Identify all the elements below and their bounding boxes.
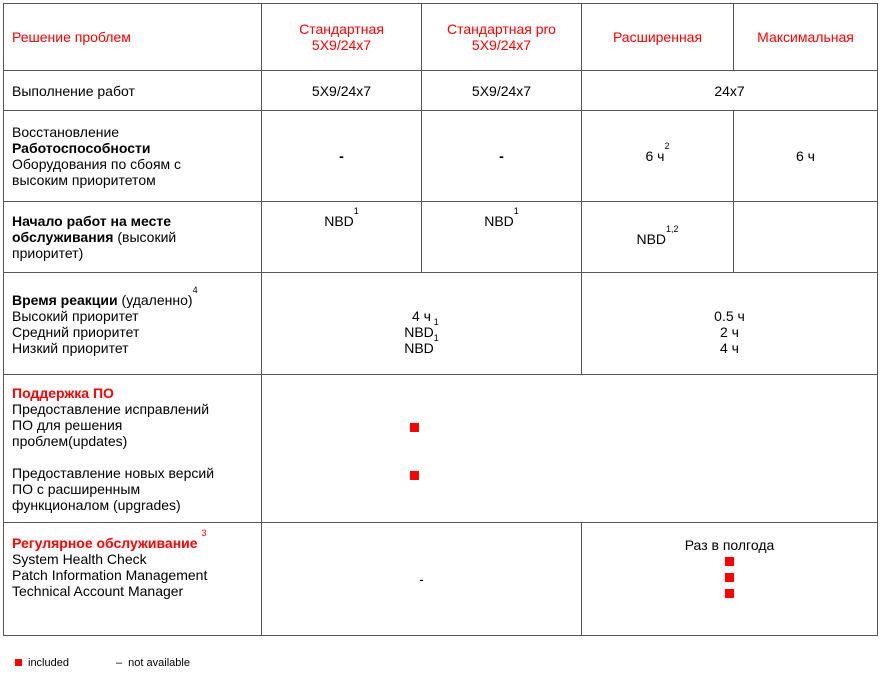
response-standard [262, 273, 582, 375]
row-regular [4, 523, 878, 636]
header-maximum: Максимальная [734, 4, 878, 71]
regular-footnote: 3 [201, 528, 207, 538]
onsite-extended-footnote: 1,2 [666, 224, 679, 234]
regular-standard: - [262, 523, 582, 636]
header-standard [262, 4, 422, 71]
onsite-standard-pro [422, 202, 582, 273]
restore-standard: - [262, 111, 422, 202]
response-normal: (удаленно) [117, 291, 193, 308]
software-label [4, 375, 262, 523]
response-standard-high: 4 ч [412, 307, 431, 324]
onsite-normal2: (высокий [113, 229, 177, 245]
upgrades-line2: ПО с расширенным [12, 480, 141, 497]
response-extended [582, 273, 878, 375]
legend-included-label: included [28, 657, 69, 669]
restore-extended-footnote: 2 [664, 141, 670, 151]
regular-label [4, 523, 262, 636]
onsite-standard [262, 202, 422, 273]
response-footnote: 4 [192, 284, 198, 295]
response-extended-mid: 2 ч [720, 323, 739, 340]
response-standard-mid-footnote: 1 [433, 316, 439, 327]
regular-item-health-check: System Health Check [12, 551, 147, 567]
updates-line1: Предоставление исправлений [12, 400, 210, 417]
restore-line1: Восстановление [12, 124, 120, 140]
response-standard-low-footnote: 1 [433, 332, 439, 343]
patch-info-included-icon [725, 573, 734, 582]
row-restore [4, 111, 878, 202]
upgrades-line1: Предоставление новых версий [12, 464, 215, 481]
header-extended: Расширенная [582, 4, 734, 71]
upgrades-included-icon [410, 471, 419, 480]
regular-extended-title: Раз в полгода [684, 537, 775, 553]
regular-item-patch-info: Patch Information Management [12, 567, 208, 583]
software-values [262, 375, 878, 523]
software-title: Поддержка ПО [12, 384, 114, 401]
updates-line3: проблем(updates) [12, 432, 128, 449]
row-software [4, 375, 878, 523]
restore-extended-value: 6 ч [645, 148, 665, 164]
response-bold: Время реакции [12, 291, 118, 308]
header-problem-solving: Решение проблем [4, 4, 262, 71]
restore-standard-pro: - [422, 111, 582, 202]
execution-standard: 5X9/24x7 [262, 71, 422, 111]
header-row [4, 4, 878, 71]
onsite-line3: приоритет) [12, 245, 84, 261]
restore-line3: Оборудования по сбоям с [12, 156, 182, 172]
response-label [4, 273, 262, 375]
regular-item-tam: Technical Account Manager [12, 583, 184, 599]
row-response [4, 273, 878, 375]
header-standard-hours: 5X9/24x7 [311, 37, 372, 53]
execution-extended-maximum: 24x7 [582, 71, 878, 111]
restore-maximum: 6 ч [734, 111, 878, 202]
header-standard-pro-name: Стандартная pro [447, 21, 556, 37]
legend-not-available-label: not available [128, 657, 190, 669]
tam-included-icon [725, 589, 734, 598]
restore-line2: Работоспособности [12, 140, 151, 156]
response-mid: Средний приоритет [12, 323, 140, 340]
onsite-extended [582, 202, 734, 273]
onsite-bold2: обслуживания [12, 229, 114, 245]
response-standard-low: NBD [404, 339, 434, 356]
onsite-maximum [734, 202, 878, 273]
onsite-label [4, 202, 262, 273]
health-check-included-icon [725, 557, 734, 566]
legend-included-icon [15, 659, 22, 666]
restore-line4: высоким приоритетом [12, 172, 156, 188]
row-onsite [4, 202, 878, 273]
onsite-bold1: Начало работ на месте [12, 213, 172, 229]
onsite-standard-value: NBD [324, 213, 354, 229]
header-standard-pro-hours: 5X9/24x7 [471, 37, 532, 53]
upgrades-line3: функционалом (upgrades) [12, 496, 181, 513]
legend-dash-icon: – [116, 657, 123, 669]
response-low: Низкий приоритет [12, 339, 129, 356]
updates-included-icon [410, 423, 419, 432]
legend [15, 657, 190, 669]
header-standard-name: Стандартная [299, 21, 384, 37]
execution-label: Выполнение работ [4, 71, 262, 111]
onsite-standard-footnote: 1 [353, 206, 359, 216]
onsite-standard-pro-value: NBD [484, 213, 514, 229]
response-high: Высокий приоритет [12, 307, 139, 324]
response-standard-mid: NBD [404, 323, 434, 340]
response-extended-low: 4 ч [720, 339, 739, 356]
restore-extended [582, 111, 734, 202]
row-execution [4, 71, 878, 111]
regular-extended [582, 523, 878, 636]
response-extended-high: 0.5 ч [714, 307, 745, 324]
restore-label [4, 111, 262, 202]
service-levels-table [3, 3, 878, 636]
regular-title: Регулярное обслуживание [12, 535, 198, 551]
onsite-standard-pro-footnote: 1 [513, 206, 519, 216]
header-standard-pro [422, 4, 582, 71]
onsite-extended-value: NBD [636, 231, 667, 247]
execution-standard-pro: 5X9/24x7 [422, 71, 582, 111]
updates-line2: ПО для решения [12, 416, 123, 433]
